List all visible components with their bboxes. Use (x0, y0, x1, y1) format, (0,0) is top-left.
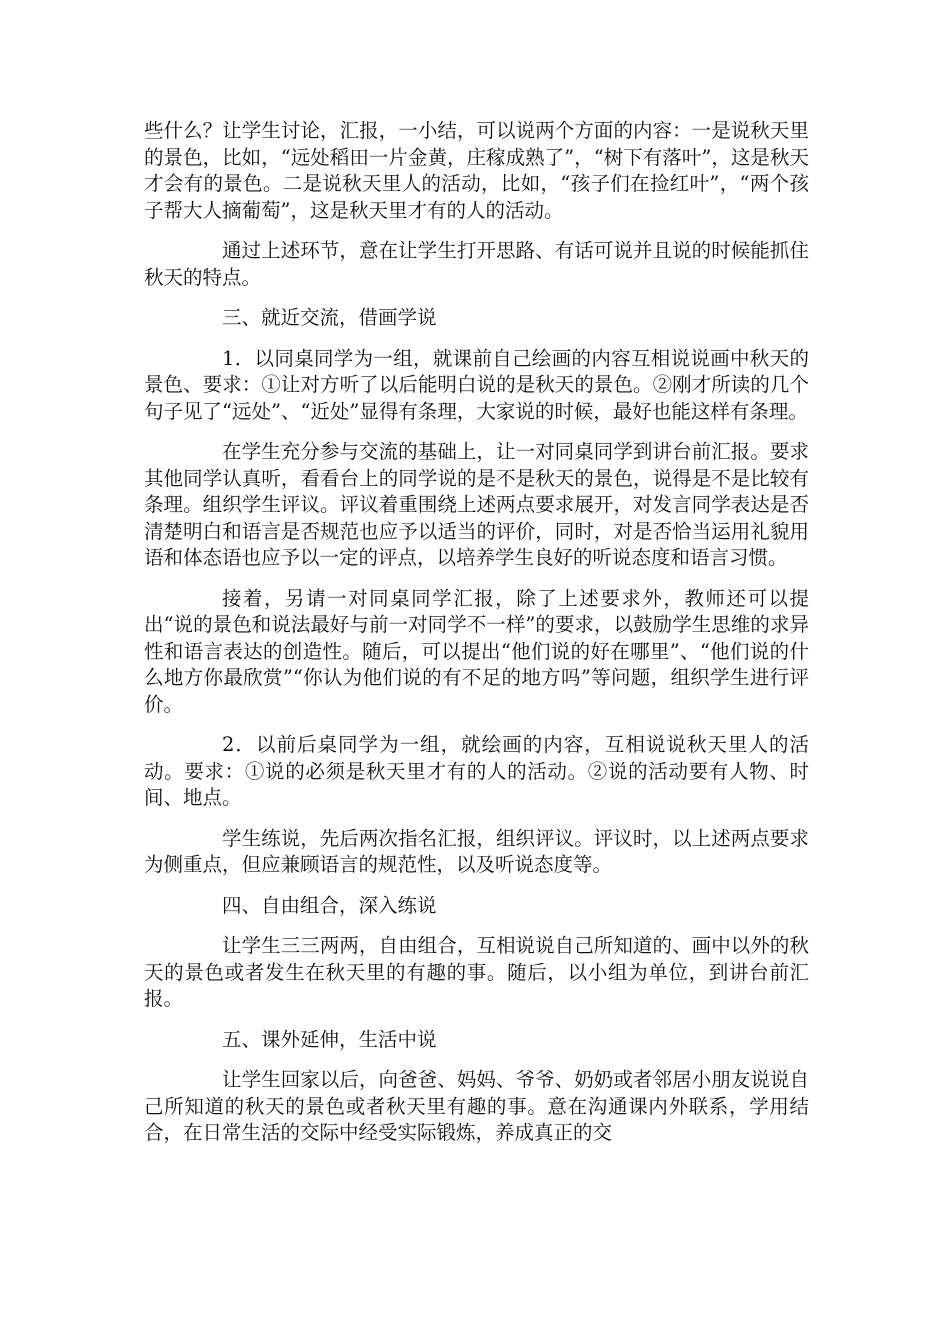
section-heading-5: 五、课外延伸，生活中说 (222, 1027, 437, 1051)
paragraph-practice: 学生练说，先后两次指名汇报，组织评议。评议时，以上述两点要求为侧重点，但应兼顾语言的规范性，以及听说态度等。 (144, 826, 809, 876)
section-heading-3: 三、就近交流，借画学说 (222, 306, 437, 329)
paragraph-summary: 通过上述环节，意在让学生打开思路、有话可说并且说的时候能抓住秋天的特点。 (144, 239, 809, 289)
paragraph-step-1: 1．以同桌同学为一组，就课前自己绘画的内容互相说说画中秋天的景色、要求：①让对方听了以后能明白说的是秋天的景色。②刚才所读的几个句子见了“远处”、“近处”显得有条理，大家说的时候，最好也能这样有条理。 (144, 346, 809, 423)
paragraph-free-groups: 让学生三三两两，自由组合，互相说说自己所知道的、画中以外的秋天的景色或者发生在秋天里的有趣的事。随后，以小组为单位，到讲台前汇报。 (144, 934, 809, 1010)
paragraph-continuation: 些什么？让学生讨论，汇报，一小结，可以说两个方面的内容：一是说秋天里的景色，比如，“远处稻田一片金黄，庄稼成熟了”，“树下有落叶”，这是秋天才会有的景色。二是说秋天里人的活动，比如，“孩子们在捡红叶”，“两个孩子帮大人摘葡萄”，这是秋天里才有的人的活动。 (144, 119, 809, 222)
document-page (144, 118, 809, 1161)
paragraph-extension: 让学生回家以后，向爸爸、妈妈、爷爷、奶奶或者邻居小朋友说说自己所知道的秋天的景色或者秋天里有趣的事。意在沟通课内外联系，学用结合，在日常生活的交际中经受实际锻炼，养成真正的交 (144, 1068, 809, 1144)
section-heading-4: 四、自由组合，深入练说 (222, 893, 437, 917)
paragraph-step-2: 2．以前后桌同学为一组，就绘画的内容，互相说说秋天里人的活动。要求：①说的必须是秋天里才有的人的活动。②说的活动要有人物、时间、地点。 (144, 733, 809, 809)
paragraph-report: 在学生充分参与交流的基础上，让一对同桌同学到讲台前汇报。要求其他同学认真听，看看台上的同学说的是不是秋天的景色，说得是不是比较有条理。组织学生评议。评议着重围绕上述两点要求展开，对发言同学表达是否清楚明白和语言是否规范也应予以适当的评价，同时，对是否恰当运用礼貌用语和体态语也应予以一定的评点，以培养学生良好的听说态度和语言习惯。 (144, 440, 809, 569)
paragraph-second-report: 接着，另请一对同桌同学汇报，除了上述要求外，教师还可以提出“说的景色和说法最好与前一对同学不一样”的要求，以鼓励学生思维的求异性和语言表达的创造性。随后，可以提出“他们说的好在哪里”、“他们说的什么地方你最欣赏”“你认为他们说的有不足的地方吗”等问题，组织学生进行评价。 (144, 586, 809, 716)
